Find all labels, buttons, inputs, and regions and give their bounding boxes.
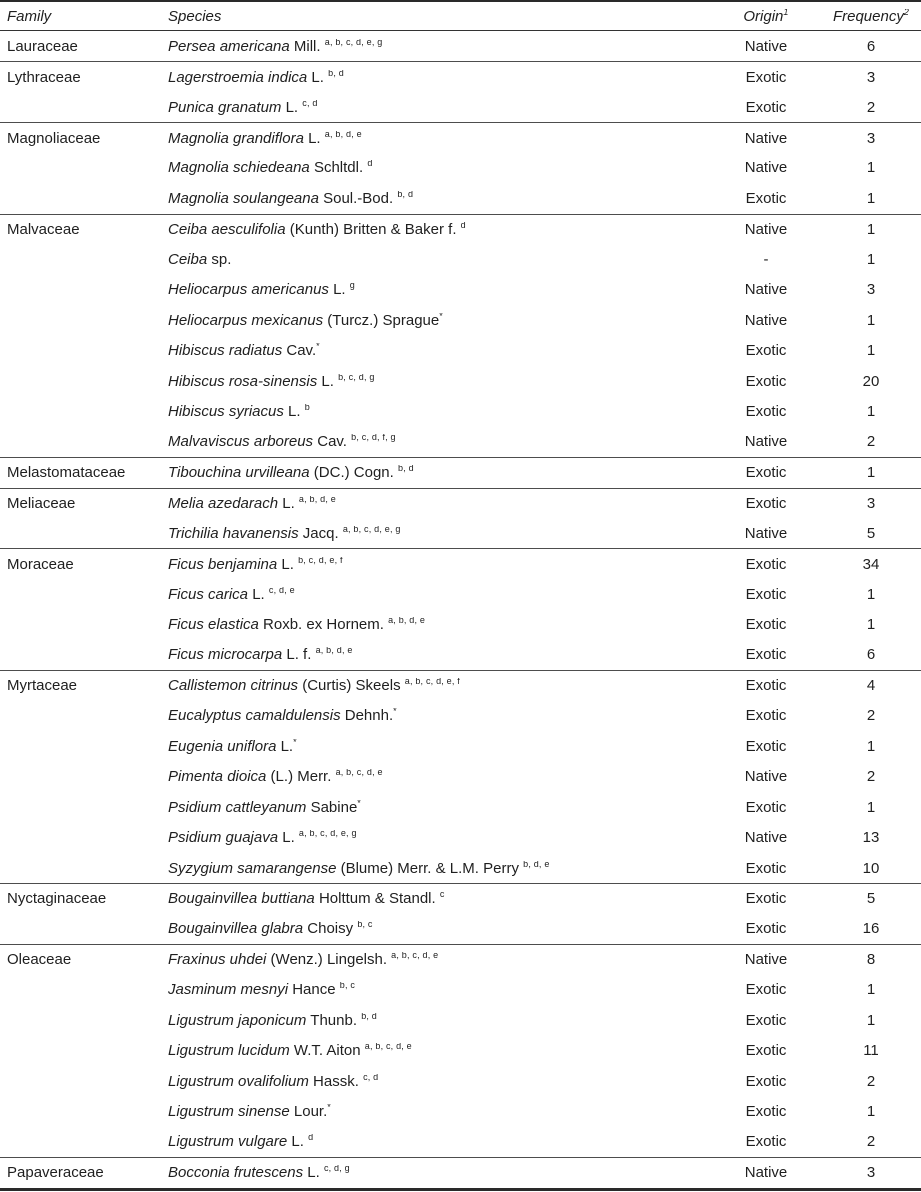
species-cell (162, 708, 711, 723)
species-annotation: c, d (302, 99, 318, 108)
species-cell (162, 1013, 711, 1028)
frequency-cell: 5 (866, 891, 876, 907)
table-row (0, 670, 921, 700)
frequency-cell: 3 (866, 282, 876, 298)
species-cell (162, 343, 711, 358)
table-row (0, 1127, 921, 1157)
species-authority: W.T. Aiton (289, 1043, 361, 1059)
species-name: Magnolia schiedeana (168, 160, 310, 176)
species-annotation: * (327, 1104, 331, 1113)
species-authority: Hance (288, 982, 336, 998)
species-annotation: a, b, d, e (324, 130, 362, 139)
origin-cell: Exotic (745, 1012, 787, 1028)
frequency-cell: 1 (866, 403, 876, 419)
origin-cell: Native (744, 1165, 788, 1181)
origin-cell: Native (744, 769, 788, 785)
species-cell (162, 739, 711, 754)
species-authority: (Curtis) Skeels (298, 678, 401, 694)
species-cell (162, 861, 711, 876)
species-annotation: b, c, d, f, g (351, 434, 396, 443)
species-cell (162, 617, 711, 632)
origin-cell: Native (744, 160, 788, 176)
species-name: Melia azedarach (168, 495, 279, 511)
species-annotation: c, d (363, 1073, 379, 1082)
origin-cell: Native (744, 952, 788, 968)
species-annotation: d (308, 1134, 314, 1143)
table-row (0, 61, 921, 91)
frequency-cell: 1 (866, 465, 876, 481)
origin-cell: Exotic (745, 647, 787, 663)
family-cell: Lauraceae (7, 38, 78, 54)
species-name: Hibiscus rosa-sinensis (168, 373, 318, 389)
species-annotation: b, c, d, e, f (298, 556, 343, 565)
table-row (0, 122, 921, 152)
species-cell (162, 587, 711, 602)
species-cell (162, 891, 711, 906)
species-name: Psidium cattleyanum (168, 799, 307, 815)
table-row (0, 31, 921, 61)
species-annotation: * (393, 708, 397, 717)
table-row (0, 275, 921, 305)
frequency-cell: 1 (866, 586, 876, 602)
origin-cell: - (763, 251, 769, 267)
header-frequency-label: Frequency (832, 8, 904, 24)
frequency-cell: 5 (866, 525, 876, 541)
table-row (0, 883, 921, 913)
table-row (0, 944, 921, 974)
species-name: Malvaviscus arboreus (168, 434, 314, 450)
origin-cell: Exotic (745, 495, 787, 511)
origin-cell: Exotic (745, 99, 787, 115)
species-name: Ceiba (168, 251, 208, 267)
species-annotation: b, c (357, 921, 373, 930)
species-name: Eucalyptus camaldulensis (168, 708, 341, 724)
species-cell (162, 434, 711, 449)
species-authority: (L.) Merr. (266, 769, 332, 785)
species-annotation: b, c (339, 982, 356, 991)
family-cell: Lythraceae (7, 69, 81, 85)
species-name: Tibouchina urvilleana (168, 465, 310, 481)
species-authority: L. (278, 830, 295, 846)
species-annotation: b, d (328, 69, 344, 78)
species-authority: Cav. (282, 343, 317, 359)
frequency-cell: 3 (866, 1165, 876, 1181)
species-name: Ligustrum lucidum (168, 1043, 290, 1059)
species-name: Syzygium samarangense (168, 860, 337, 876)
table-row (0, 914, 921, 944)
species-name: Bougainvillea glabra (168, 921, 304, 937)
origin-cell: Exotic (745, 799, 787, 815)
frequency-cell: 3 (866, 495, 876, 511)
table-row (0, 488, 921, 518)
species-authority: (DC.) Cogn. (309, 465, 394, 481)
species-annotation: b, d (361, 1012, 377, 1021)
family-cell: Nyctaginaceae (7, 891, 107, 907)
header-origin (711, 9, 821, 24)
table-header-row (0, 2, 921, 31)
species-authority: L. (278, 495, 295, 511)
frequency-cell: 1 (866, 1104, 876, 1120)
species-authority: L. (317, 373, 334, 389)
species-cell (162, 222, 711, 237)
species-cell (162, 404, 711, 419)
species-authority: Roxb. ex Hornem. (258, 617, 384, 633)
species-authority: L. (277, 556, 294, 572)
frequency-cell: 8 (866, 952, 876, 968)
frequency-cell: 20 (862, 373, 880, 389)
species-name: Hibiscus syriacus (168, 403, 284, 419)
table-row (0, 701, 921, 731)
frequency-cell: 13 (862, 830, 880, 846)
frequency-cell: 1 (866, 190, 876, 206)
species-name: Bocconia frutescens (168, 1165, 304, 1181)
origin-cell: Exotic (745, 465, 787, 481)
species-authority: L. (283, 403, 301, 419)
origin-cell: Exotic (745, 586, 787, 602)
species-name: Pimenta dioica (168, 769, 267, 785)
origin-cell: Exotic (745, 708, 787, 724)
species-name: Persea americana (168, 38, 290, 54)
frequency-cell: 1 (866, 221, 876, 237)
species-annotation: a, b, c, d, e (335, 769, 383, 778)
table-row (0, 762, 921, 792)
species-annotation: b, d (397, 465, 414, 474)
origin-cell: Native (744, 38, 788, 54)
header-origin-label: Origin (743, 8, 784, 24)
species-name: Callistemon citrinus (168, 678, 299, 694)
species-name: Punica granatum (168, 99, 282, 115)
species-authority: L. (276, 738, 294, 754)
table-row (0, 640, 921, 670)
species-annotation: a, b, d, e (298, 495, 336, 504)
species-authority: L. (303, 130, 321, 146)
species-cell (162, 921, 711, 936)
origin-cell: Exotic (745, 343, 787, 359)
frequency-cell: 1 (866, 312, 876, 328)
species-authority: sp. (207, 251, 232, 267)
origin-cell: Exotic (745, 373, 787, 389)
table-row (0, 609, 921, 639)
table-row (0, 92, 921, 122)
frequency-cell: 10 (862, 860, 880, 876)
species-cell (162, 557, 711, 572)
species-cell (162, 678, 711, 693)
species-name: Eugenia uniflora (168, 738, 277, 754)
species-cell (162, 100, 711, 115)
family-cell: Magnoliaceae (7, 130, 101, 146)
origin-cell: Exotic (745, 556, 787, 572)
table-row (0, 822, 921, 852)
family-cell: Melastomataceae (7, 465, 126, 481)
table-row (0, 1035, 921, 1065)
species-authority: Jacq. (298, 525, 339, 541)
header-frequency (821, 9, 921, 24)
species-cell (162, 313, 711, 328)
table-row (0, 1096, 921, 1126)
frequency-cell: 1 (866, 160, 876, 176)
species-authority: L. (248, 586, 265, 602)
species-name: Ficus benjamina (168, 556, 278, 572)
frequency-cell: 6 (866, 38, 876, 54)
species-name: Heliocarpus americanus (168, 282, 329, 298)
species-annotation: b, d, e (523, 860, 550, 869)
species-cell (162, 1165, 711, 1180)
species-name: Lagerstroemia indica (168, 69, 308, 85)
origin-cell: Exotic (745, 1104, 787, 1120)
species-cell (162, 131, 711, 146)
species-annotation: * (357, 799, 361, 808)
species-annotation: d (460, 221, 466, 230)
frequency-cell: 2 (866, 708, 876, 724)
table-row (0, 792, 921, 822)
family-cell: Meliaceae (7, 495, 76, 511)
origin-cell: Exotic (745, 1134, 787, 1150)
species-authority: Schltdl. (309, 160, 364, 176)
species-name: Ficus carica (168, 586, 249, 602)
species-annotation: * (316, 343, 320, 352)
species-authority: Lour. (289, 1104, 328, 1120)
origin-cell: Exotic (745, 1043, 787, 1059)
species-name: Fraxinus uhdei (168, 952, 267, 968)
species-cell (162, 160, 711, 175)
species-authority: Hassk. (308, 1073, 359, 1089)
species-cell (162, 1134, 711, 1149)
frequency-cell: 34 (862, 556, 880, 572)
frequency-cell: 1 (866, 1012, 876, 1028)
species-cell (162, 1074, 711, 1089)
species-cell (162, 496, 711, 511)
table-row (0, 305, 921, 335)
species-cell (162, 252, 711, 267)
species-authority: (Turcz.) Sprague (323, 312, 440, 328)
species-name: Hibiscus radiatus (168, 343, 283, 359)
frequency-cell: 1 (866, 617, 876, 633)
species-cell (162, 374, 711, 389)
species-cell (162, 39, 711, 54)
species-cell (162, 1104, 711, 1119)
species-authority: L. (281, 99, 299, 115)
species-authority: Sabine (306, 799, 358, 815)
species-authority: (Kunth) Britten & Baker f. (285, 221, 457, 237)
species-authority: Choisy (303, 921, 354, 937)
species-annotation: d (367, 160, 373, 169)
frequency-cell: 2 (866, 99, 876, 115)
species-cell (162, 282, 711, 297)
species-annotation: * (293, 738, 297, 747)
origin-cell: Exotic (745, 982, 787, 998)
species-annotation: c, d, g (323, 1165, 350, 1174)
species-cell (162, 800, 711, 815)
species-cell (162, 952, 711, 967)
species-authority: Soul.-Bod. (318, 190, 394, 206)
species-authority: Dehnh. (340, 708, 394, 724)
species-annotation: a, b, c, d, e, g (324, 38, 383, 47)
origin-cell: Native (744, 221, 788, 237)
frequency-cell: 1 (866, 738, 876, 754)
frequency-cell: 3 (866, 130, 876, 146)
species-name: Ficus microcarpa (168, 647, 283, 663)
frequency-cell: 2 (866, 769, 876, 785)
header-species (162, 9, 711, 24)
origin-cell: Native (744, 282, 788, 298)
species-name: Ligustrum ovalifolium (168, 1073, 309, 1089)
species-name: Ligustrum japonicum (168, 1012, 307, 1028)
species-annotation: b, d (397, 190, 414, 199)
species-authority: Thunb. (306, 1012, 358, 1028)
origin-cell: Exotic (745, 738, 787, 754)
species-authority: L. (328, 282, 346, 298)
table-row (0, 518, 921, 548)
origin-cell: Native (744, 525, 788, 541)
origin-cell: Exotic (745, 69, 787, 85)
family-cell: Papaveraceae (7, 1165, 104, 1181)
table-row (0, 396, 921, 426)
table-row (0, 457, 921, 487)
frequency-cell: 1 (866, 982, 876, 998)
frequency-cell: 2 (866, 434, 876, 450)
header-species-label: Species (168, 8, 222, 24)
origin-cell: Exotic (745, 190, 787, 206)
header-frequency-footnote: 2 (903, 8, 910, 17)
table-row (0, 853, 921, 883)
species-authority: (Blume) Merr. & L.M. Perry (336, 860, 519, 876)
header-family (0, 9, 162, 24)
table-row (0, 427, 921, 457)
species-authority: L. (303, 1165, 320, 1181)
species-annotation: a, b, c, d, e, g (342, 525, 401, 534)
species-annotation: c (439, 891, 445, 900)
origin-cell: Exotic (745, 617, 787, 633)
species-annotation: * (439, 312, 443, 321)
species-cell (162, 526, 711, 541)
frequency-cell: 1 (866, 251, 876, 267)
table-row (0, 335, 921, 365)
species-name: Bougainvillea buttiana (168, 891, 315, 907)
species-annotation: g (349, 282, 355, 291)
family-cell: Malvaceae (7, 221, 80, 237)
species-name: Trichilia havanensis (168, 525, 299, 541)
species-authority: Mill. (289, 38, 321, 54)
species-name: Psidium guajava (168, 830, 279, 846)
table-row (0, 366, 921, 396)
frequency-cell: 3 (866, 69, 876, 85)
species-cell (162, 830, 711, 845)
species-cell (162, 191, 711, 206)
species-name: Magnolia grandiflora (168, 130, 304, 146)
origin-cell: Exotic (745, 403, 787, 419)
frequency-cell: 2 (866, 1073, 876, 1089)
family-cell: Moraceae (7, 556, 74, 572)
origin-cell: Exotic (745, 1073, 787, 1089)
species-annotation: b (304, 403, 310, 412)
species-name: Ficus elastica (168, 617, 259, 633)
species-name: Heliocarpus mexicanus (168, 312, 324, 328)
species-annotation: a, b, c, d, e, g (298, 830, 357, 839)
species-annotation: b, c, d, g (338, 373, 375, 382)
species-authority: L. f. (282, 647, 312, 663)
origin-cell: Exotic (745, 678, 787, 694)
origin-cell: Exotic (745, 860, 787, 876)
frequency-cell: 1 (866, 799, 876, 815)
family-cell: Myrtaceae (7, 678, 78, 694)
species-cell (162, 1043, 711, 1058)
table-row (0, 548, 921, 578)
frequency-cell: 1 (866, 343, 876, 359)
species-name: Ligustrum sinense (168, 1104, 290, 1120)
header-family-label: Family (7, 8, 52, 24)
table-row (0, 183, 921, 213)
species-name: Ligustrum vulgare (168, 1134, 288, 1150)
table-row (0, 579, 921, 609)
origin-cell: Native (744, 830, 788, 846)
species-authority: L. (307, 69, 324, 85)
header-origin-footnote: 1 (783, 8, 789, 17)
species-authority: Holttum & Standl. (314, 891, 436, 907)
origin-cell: Native (744, 434, 788, 450)
origin-cell: Exotic (745, 921, 787, 937)
species-annotation: a, b, c, d, e, f (404, 678, 460, 687)
species-cell (162, 982, 711, 997)
origin-cell: Exotic (745, 891, 787, 907)
species-cell (162, 647, 711, 662)
family-cell: Oleaceae (7, 952, 72, 968)
species-name: Ceiba aesculifolia (168, 221, 286, 237)
species-annotation: a, b, c, d, e (391, 952, 439, 961)
table-body (0, 31, 921, 1188)
table-row (0, 214, 921, 244)
frequency-cell: 16 (862, 921, 880, 937)
frequency-cell: 6 (866, 647, 876, 663)
species-cell (162, 465, 711, 480)
species-name: Magnolia soulangeana (168, 190, 319, 206)
frequency-cell: 4 (866, 678, 876, 694)
species-authority: L. (287, 1134, 304, 1150)
table-row (0, 975, 921, 1005)
species-authority: (Wenz.) Lingelsh. (266, 952, 387, 968)
species-cell (162, 769, 711, 784)
table-row (0, 1157, 921, 1187)
species-authority: Cav. (313, 434, 347, 450)
table-row (0, 1005, 921, 1035)
species-cell (162, 70, 711, 85)
species-annotation: a, b, c, d, e (364, 1043, 412, 1052)
table-row (0, 1066, 921, 1096)
species-annotation: a, b, d, e (388, 617, 426, 626)
species-annotation: c, d, e (268, 586, 295, 595)
frequency-cell: 2 (866, 1134, 876, 1150)
frequency-cell: 11 (863, 1043, 879, 1059)
origin-cell: Native (744, 130, 788, 146)
table-row (0, 731, 921, 761)
origin-cell: Native (744, 312, 788, 328)
table-row (0, 153, 921, 183)
species-name: Jasminum mesnyi (168, 982, 289, 998)
table-row (0, 244, 921, 274)
species-annotation: a, b, d, e (315, 647, 353, 656)
